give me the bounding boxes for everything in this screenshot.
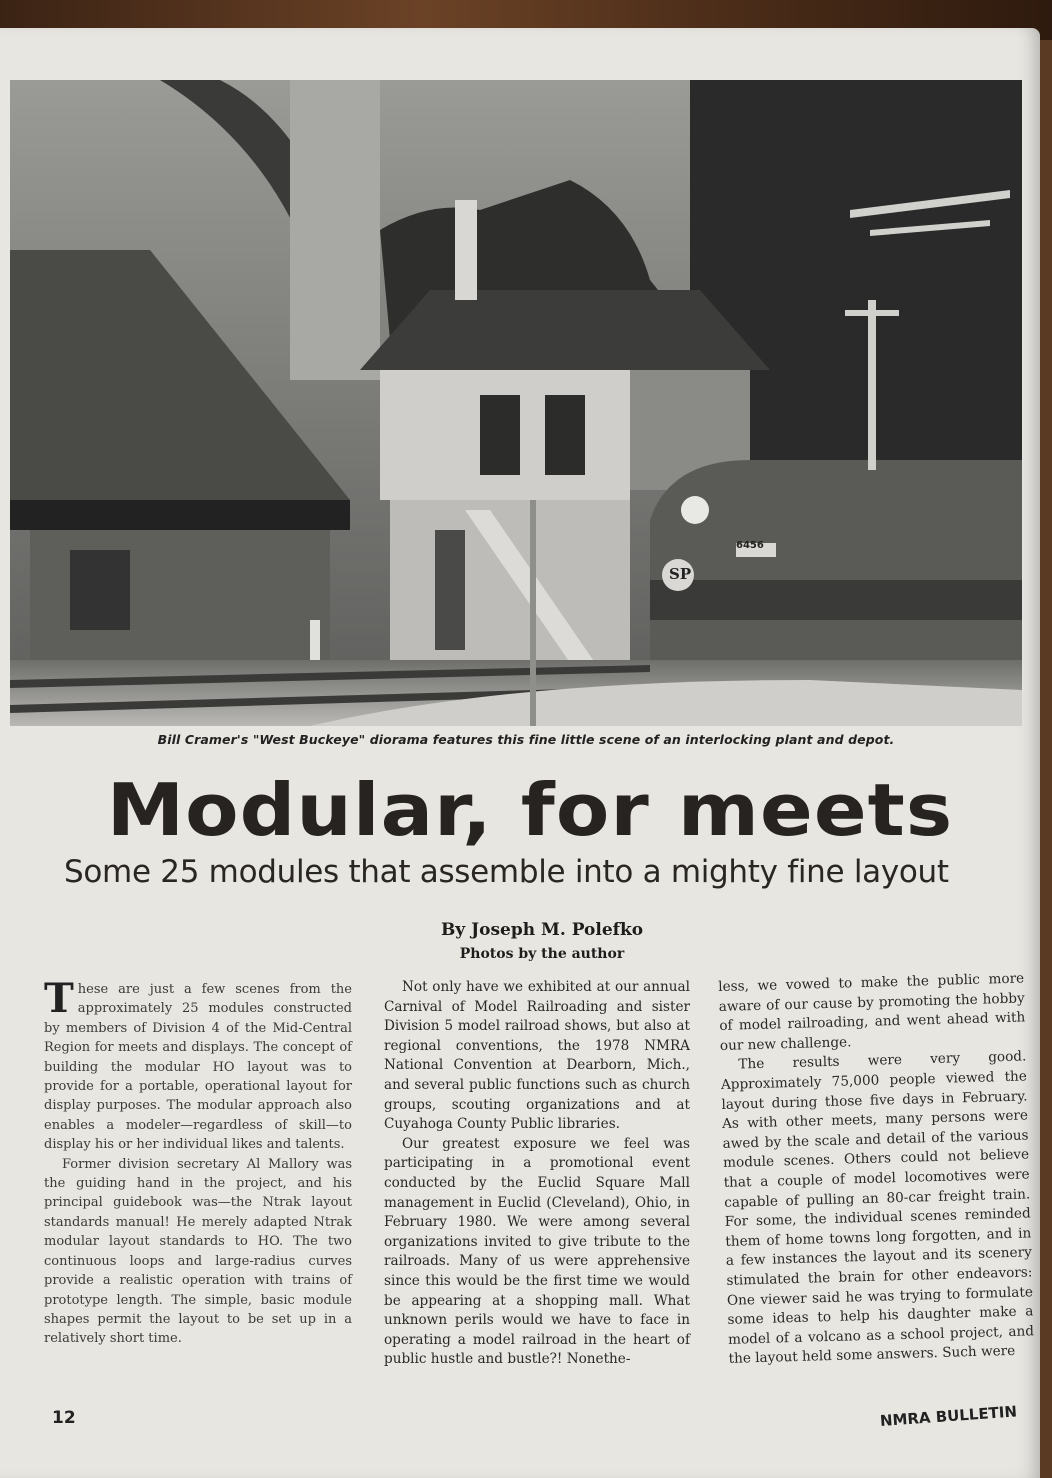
article-column-3 bbox=[718, 969, 1035, 1369]
article-column-2 bbox=[384, 978, 690, 1370]
photo-caption: Bill Cramer's "West Buckeye" diorama features this fine little scene of an interlocking plant and depot. bbox=[157, 732, 895, 747]
article-subtitle: Some 25 modules that assemble into a mighty fine layout bbox=[64, 854, 949, 890]
page-number: 12 bbox=[52, 1408, 76, 1428]
article-column-1 bbox=[44, 975, 352, 1349]
author-byline: By Joseph M. Polefko bbox=[440, 920, 644, 940]
diorama-photo bbox=[10, 80, 1022, 726]
article-title: Modular, for meets bbox=[106, 768, 954, 852]
column-2-paragraph-1: Not only have we exhibited at our annual Carnival of Model Railroading and sister Division 5 model railroad shows, but also at regional conventions, the 1978 NMRA National Convention at Dearborn, Mich., and several public functions such as church groups, scouting organizations and at Cuyahoga County Public libraries. bbox=[384, 979, 690, 1133]
column-3-paragraph-2: The results were very good. Approximately 75,000 people viewed the layout during those five days in February. As with other meets, many persons were awed by the scale and detail of the various module scenes. Others could not believe that a couple of model locomotives were capable of pulling an 80-car freight train. For some, the individual scenes reminded them of home towns long forgotten, and in a few instances the layout and its scenery stimulated the brain for other endeavors: One viewer said he was trying to formulate some ideas to help his daughter make a model of a volcano as a school project, and the layout held some answers. Such were bbox=[720, 1048, 1035, 1368]
column-3-paragraph-1: less, we vowed to make the public more aware of our cause by promoting the hobby of model railroading, and went ahead with our new challenge. bbox=[718, 970, 1026, 1054]
drop-cap: T bbox=[44, 975, 74, 1022]
column-1-paragraph-2: Former division secretary Al Mallory was the guiding hand in the project, and his principal guidebook was—the Ntrak layout standards manual! He merely adapted Ntrak modular layout standards to HO. The two continuous loops and large-radius curves provide a realistic operation with trains of prototype length. The simple, basic module shapes permit the layout to be set up in a relatively short time. bbox=[44, 1156, 352, 1347]
column-2-paragraph-2: Our greatest exposure we feel was participating in a promotional event conducted by the Euclid Square Mall management in Euclid (Cleveland), Ohio, in February 1980. We were among several organizations invited to give tribute to the railroads. Many of us were apprehensive since this would be the first time we would be appearing at a shopping mall. What unknown perils would we have to face in operating a model railroad in the heart of public hustle and bustle?! Nonethe- bbox=[384, 1135, 690, 1368]
photo-credit: Photos by the author bbox=[459, 946, 625, 962]
column-1-paragraph-1: These are just a few scenes from the approximately 25 modules constructed by members of Division 4 of the Mid-Central Region for meets and displays. The concept of building the modular HO layout was to provide for a portable, operational layout for display purposes. The modular approach also enables a modeler—regardless of skill—to display his or her individual likes and talents. bbox=[44, 975, 352, 1153]
publication-name: NMRA BULLETIN bbox=[879, 1402, 1018, 1430]
locomotive-herald-label: SP bbox=[669, 565, 692, 583]
locomotive-number-label: 6456 bbox=[736, 540, 764, 551]
